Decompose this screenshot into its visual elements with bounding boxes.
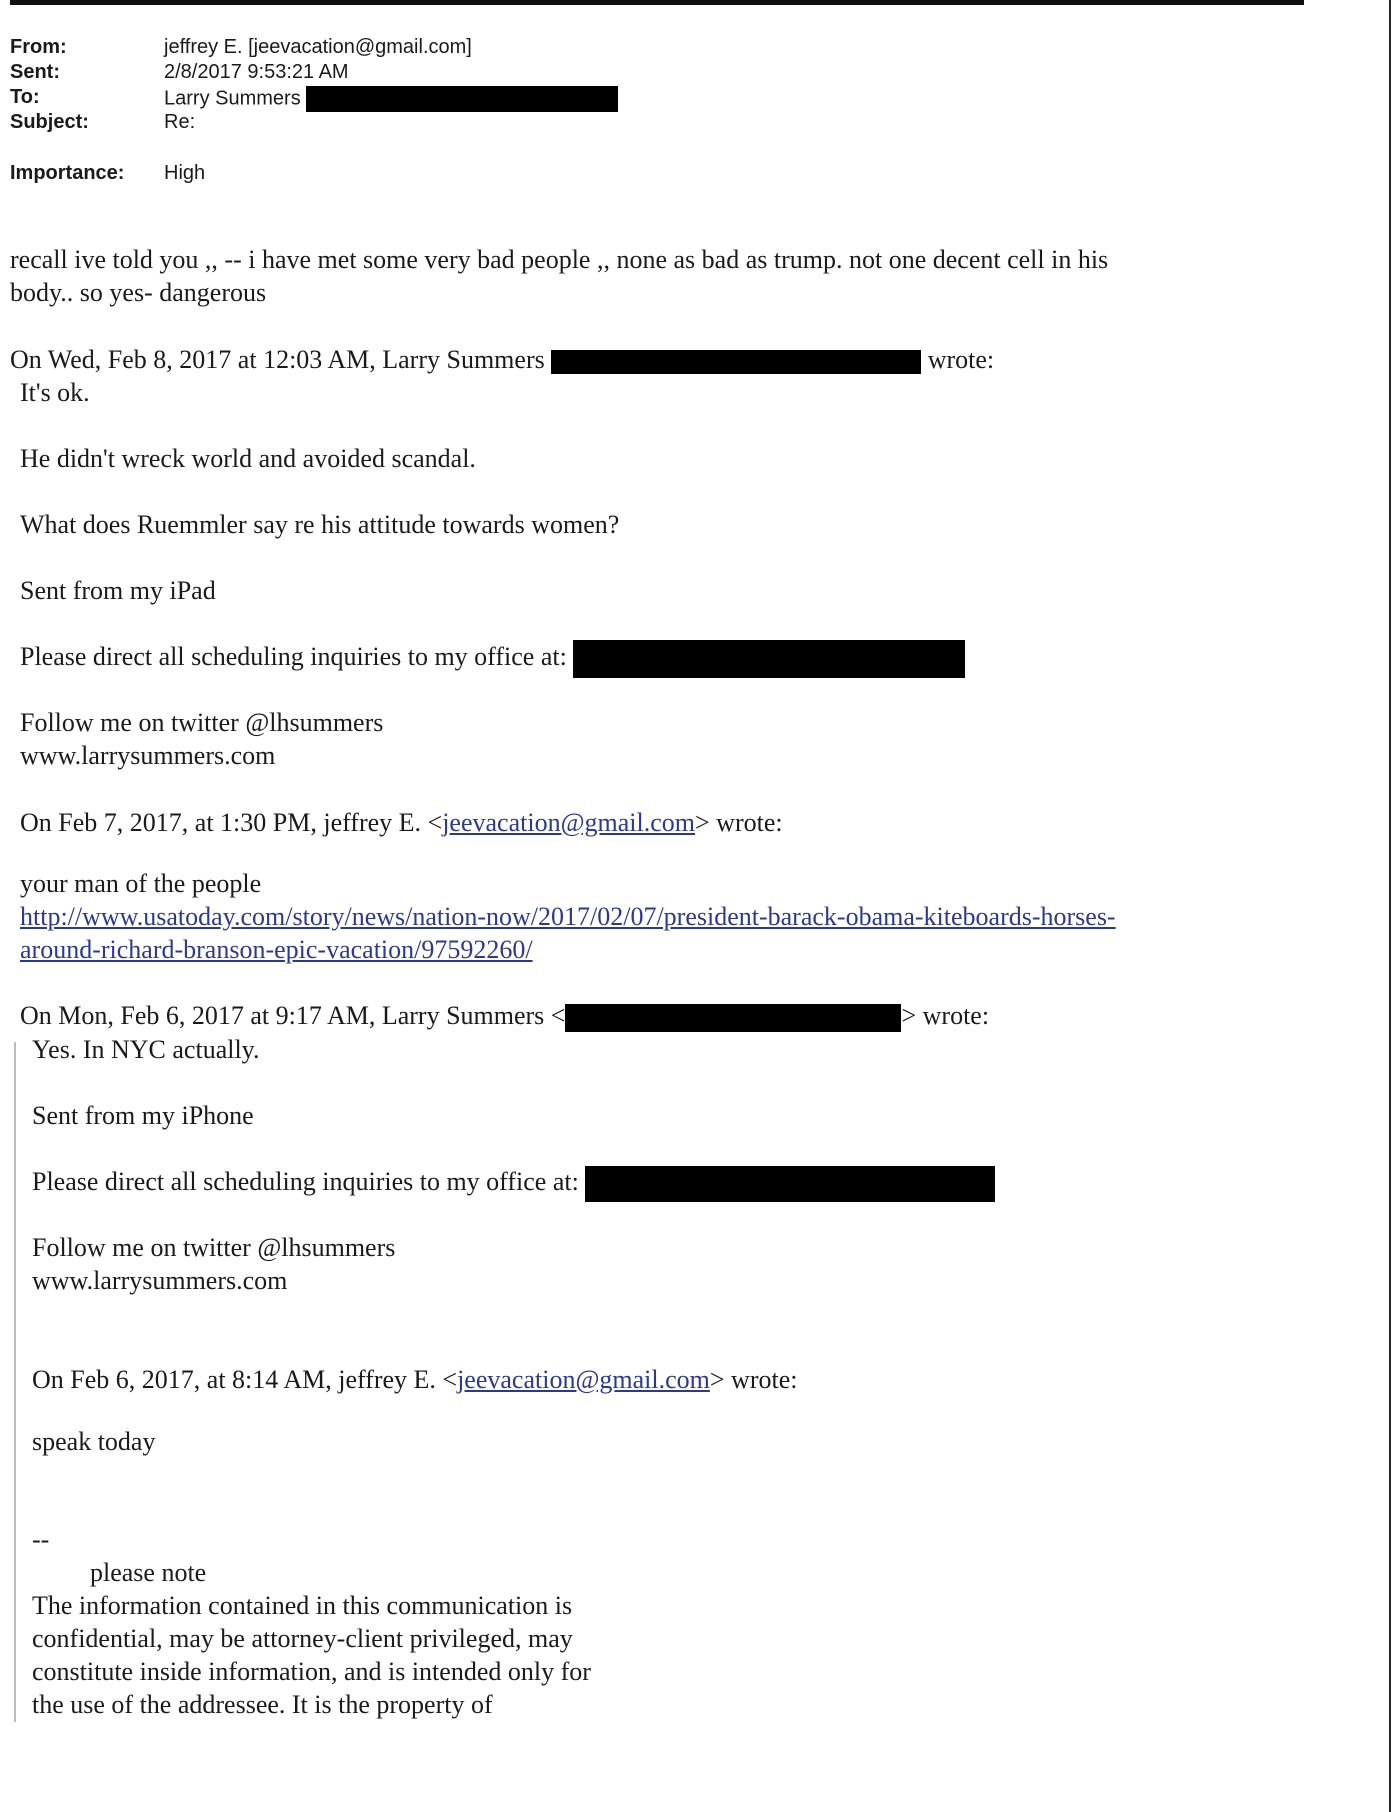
reply3-wrote: > wrote: — [901, 1001, 990, 1030]
to-value — [164, 86, 618, 112]
quote-bar — [14, 1042, 16, 1722]
disclaimer-line-4: the use of the addressee. It is the property of — [32, 1690, 493, 1719]
reply2-url-line-1[interactable] — [20, 900, 1116, 933]
reply1-line-2: He didn't wreck world and avoided scandal. — [20, 444, 476, 473]
to-label: To: — [10, 86, 40, 108]
to-name: Larry Summers — [164, 87, 301, 110]
reply3-line-2: Sent from my iPhone — [32, 1101, 254, 1130]
reply1-twitter: Follow me on twitter @lhsummers — [20, 708, 384, 737]
reply1-intro-text: On Wed, Feb 8, 2017 at 12:03 AM, Larry Summers — [10, 345, 545, 374]
subject-label: Subject: — [10, 111, 89, 133]
reply1-intro — [10, 343, 994, 376]
email-link[interactable]: jeevacation@gmail.com — [442, 808, 695, 837]
reply1-website: www.larrysummers.com — [20, 741, 276, 770]
reply2-intro-text: On Feb 7, 2017, at 1:30 PM, jeffrey E. < — [20, 808, 443, 837]
reply4-intro-text: On Feb 6, 2017, at 8:14 AM, jeffrey E. < — [32, 1365, 458, 1394]
sent-label: Sent: — [10, 61, 60, 83]
email-link[interactable]: jeevacation@gmail.com — [457, 1365, 710, 1394]
redaction-box — [573, 640, 965, 678]
reply1-line-3: What does Ruemmler say re his attitude towards women? — [20, 510, 620, 539]
reply2-text: your man of the people — [20, 869, 262, 898]
reply4-intro — [32, 1363, 797, 1396]
top-rule — [10, 0, 1304, 5]
reply3-scheduling-text: Please direct all scheduling inquiries to my office at: — [32, 1167, 579, 1196]
reply4-wrote: > wrote: — [709, 1365, 798, 1394]
reply2-wrote: > wrote: — [695, 808, 783, 837]
disclaimer-line-2: confidential, may be attorney-client privileged, may — [32, 1624, 573, 1653]
body-line-2: body.. so yes- dangerous — [10, 278, 267, 307]
from-value: jeffrey E. [jeevacation@gmail.com] — [164, 36, 472, 58]
disclaimer-line-3: constitute inside information, and is intended only for — [32, 1657, 591, 1686]
sent-value: 2/8/2017 9:53:21 AM — [164, 61, 349, 83]
reply2-url-line-2[interactable] — [20, 933, 533, 966]
redaction-box — [565, 1004, 901, 1032]
reply3-twitter: Follow me on twitter @lhsummers — [32, 1233, 396, 1262]
please-note: please note — [90, 1558, 207, 1587]
reply1-line-4: Sent from my iPad — [20, 576, 216, 605]
article-link[interactable]: around-richard-branson-epic-vacation/97592260/ — [20, 935, 533, 964]
importance-value: High — [164, 162, 206, 184]
reply1-wrote: wrote: — [927, 345, 995, 374]
reply1-scheduling-text: Please direct all scheduling inquiries to my office at: — [20, 642, 567, 671]
reply1-scheduling — [20, 640, 965, 678]
body-line-1: recall ive told you ,, -- i have met some very bad people ,, none as bad as trump. not one decent cell in his — [10, 245, 1109, 274]
from-label: From: — [10, 36, 67, 58]
redaction-box — [306, 86, 618, 112]
signature-dash: -- — [32, 1525, 50, 1554]
importance-label: Importance: — [10, 162, 125, 184]
reply2-intro — [20, 806, 783, 839]
page-border — [1389, 0, 1391, 1812]
redaction-box — [585, 1166, 995, 1202]
disclaimer-line-1: The information contained in this communication is — [32, 1591, 573, 1620]
reply1-line-1: It's ok. — [20, 378, 90, 407]
reply3-intro-text: On Mon, Feb 6, 2017 at 9:17 AM, Larry Summers < — [20, 1001, 566, 1030]
reply4-text: speak today — [32, 1427, 156, 1456]
reply3-line-1: Yes. In NYC actually. — [32, 1035, 260, 1064]
reply3-scheduling — [32, 1165, 995, 1202]
reply3-website: www.larrysummers.com — [32, 1266, 288, 1295]
subject-value: Re: — [164, 111, 196, 133]
article-link[interactable]: http://www.usatoday.com/story/news/nation-now/2017/02/07/president-barack-obama-kiteboards-horses- — [20, 902, 1116, 931]
redaction-box — [551, 350, 921, 374]
reply3-intro — [20, 999, 989, 1032]
